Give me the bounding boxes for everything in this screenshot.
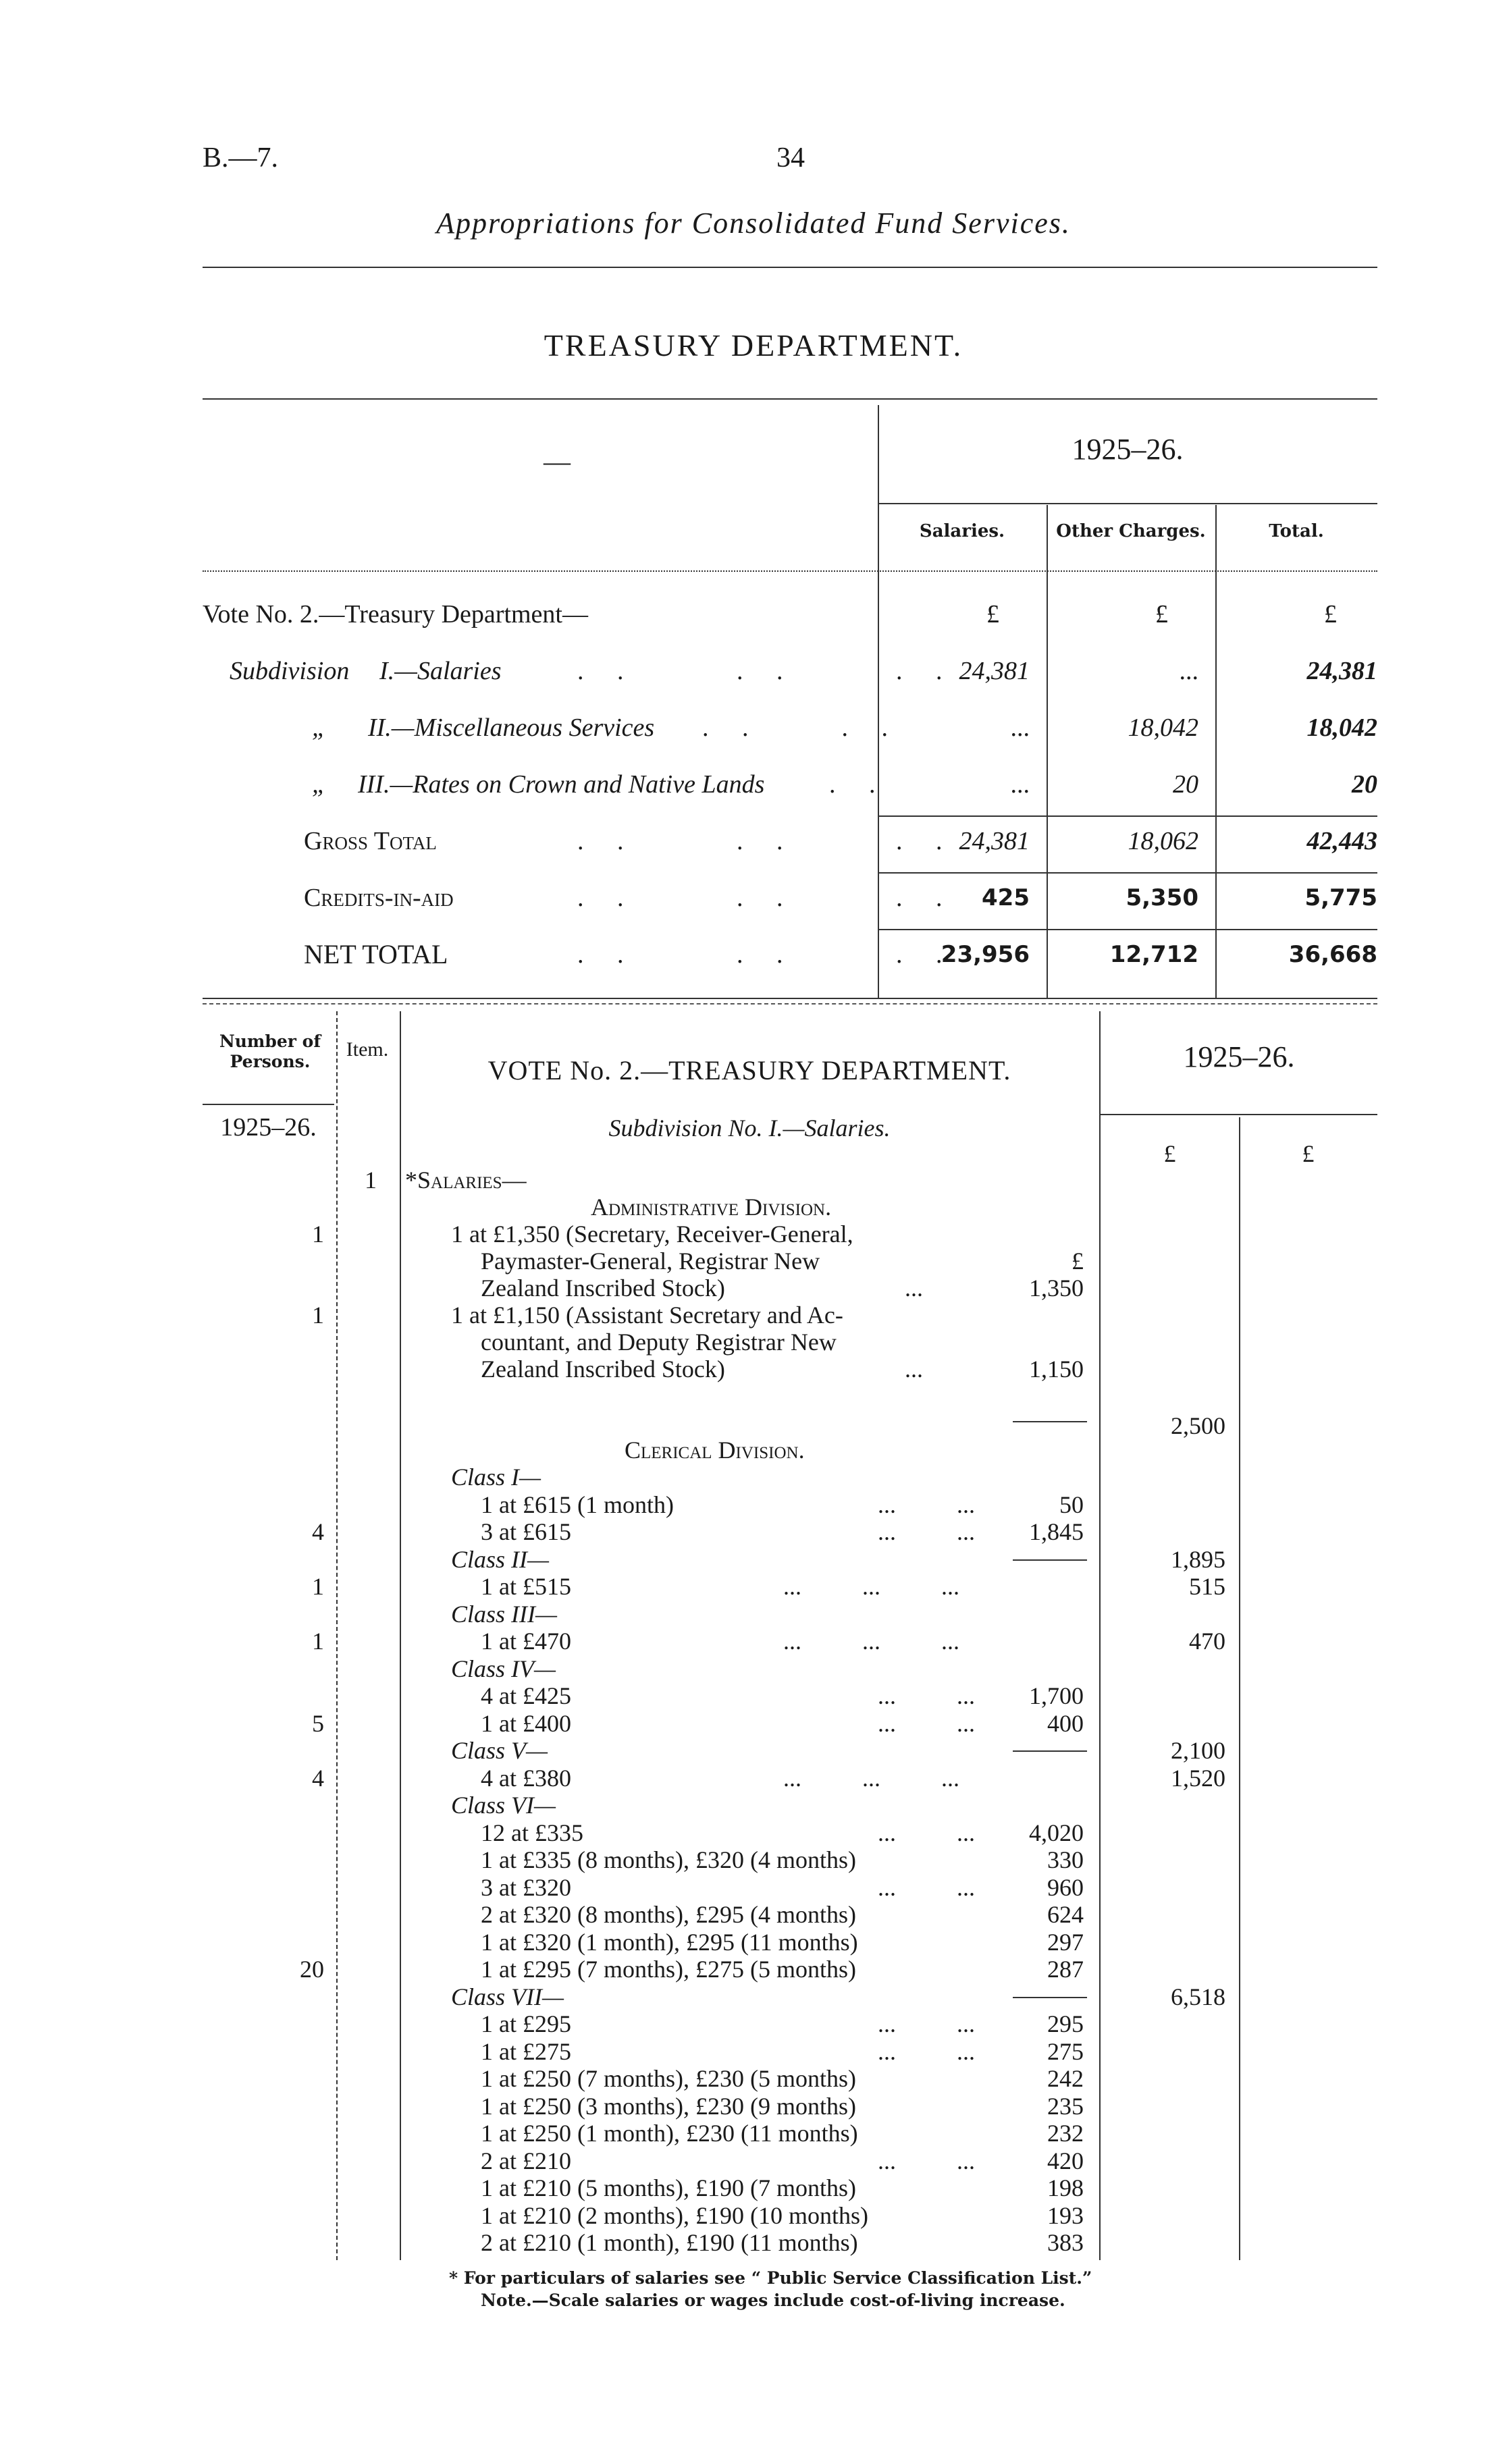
leader-dots: ... ... (878, 1873, 975, 1901)
subtotal-rule (1013, 1750, 1087, 1752)
leader-dots: ... (905, 1356, 923, 1383)
salary-description: 1 at £1,350 (Secretary, Receiver-General, (451, 1221, 853, 1248)
salary-line (0, 1221, 1507, 1248)
salary-description: Zealand Inscribed Stock) (481, 1275, 725, 1302)
class-heading: Class III— (451, 1600, 558, 1628)
amount-column-1: 383 (1047, 2229, 1084, 2256)
amount-column-1: 1,845 (1029, 1518, 1084, 1545)
year-header-rule (1101, 1114, 1377, 1115)
salary-description: 1 at £615 (1 month) (481, 1491, 674, 1518)
persons-header-rule (203, 1104, 334, 1105)
amount-column-1: 1,150 (1029, 1356, 1084, 1383)
vote-heading: VOTE No. 2.—TREASURY DEPARTMENT. (487, 1055, 1011, 1086)
summary-blank-label: — (544, 446, 571, 477)
salary-description: 3 at £320 (481, 1873, 571, 1901)
persons-year: 1925–26. (220, 1113, 317, 1142)
other-value: 20 (1173, 770, 1198, 799)
amount-column-1: 297 (1047, 1928, 1084, 1956)
amount-column-1: 295 (1047, 2010, 1084, 2037)
salary-line (0, 1302, 1507, 1329)
summary-row-gross-total (0, 813, 1507, 869)
vote-title: Vote No. 2.—Treasury Department— (203, 600, 588, 628)
amount-column-1: 624 (1047, 1901, 1084, 1928)
footnote-line-2: Note.—Scale salaries or wages include cost-of-living increase. (481, 2291, 1065, 2310)
persons-count: 1 (312, 1302, 324, 1329)
page-title: Appropriations for Consolidated Fund Services. (436, 207, 1071, 240)
class-heading: Class VI— (451, 1792, 556, 1819)
leader-dots: ... ... (878, 2147, 975, 2174)
other-value: 18,042 (1128, 714, 1198, 742)
amount-column-2: 470 (1189, 1628, 1225, 1655)
salary-line (0, 1491, 1507, 1518)
amount-column-1: 420 (1047, 2147, 1084, 2174)
salary-description: 1 at £250 (7 months), £230 (5 months) (481, 2065, 856, 2092)
salary-description: 4 at £425 (481, 1682, 571, 1709)
leader-dots: ... (905, 1275, 923, 1302)
salary-line (0, 2093, 1507, 2120)
salary-line (0, 2174, 1507, 2201)
persons-count: 1 (312, 1628, 324, 1655)
persons-count: 5 (312, 1709, 324, 1737)
salary-line (0, 1356, 1507, 1383)
salary-description: 1 at £1,150 (Assistant Secretary and Ac- (451, 1302, 843, 1329)
subtotal-rule (1013, 1997, 1087, 1998)
persons-count: 20 (300, 1956, 324, 1983)
class-heading-row (0, 1737, 1507, 1764)
salary-line (0, 1819, 1507, 1846)
gross-total: 42,443 (1306, 827, 1377, 855)
summary-year: 1925–26. (1072, 433, 1184, 466)
salary-line (0, 1573, 1507, 1600)
gross-other: 18,062 (1128, 827, 1198, 855)
leader-dots: . . . . (702, 714, 901, 742)
summary-row-subdivision-1 (0, 643, 1507, 699)
class-heading-row (0, 1464, 1507, 1491)
net-total-label: NET TOTAL (304, 939, 448, 969)
salary-line (0, 1682, 1507, 1709)
leader-dots: . . . . . . (577, 884, 956, 912)
summary-header-rule (203, 570, 1377, 572)
salary-description: 1 at £295 (7 months), £275 (5 months) (481, 1956, 856, 1983)
class-heading: Class II— (451, 1545, 550, 1573)
leader-dots: . . . . . . (577, 657, 956, 685)
salary-description: 1 at £275 (481, 2037, 571, 2065)
leader-dots: . . . . . . (577, 827, 956, 855)
subdivision-prefix: „ (312, 714, 327, 742)
amount-column-1: 330 (1047, 1846, 1084, 1873)
salary-line (0, 1248, 1507, 1275)
amount-column-1: 1,700 (1029, 1682, 1084, 1709)
summary-vote-row (0, 586, 1507, 643)
salary-line (0, 1901, 1507, 1928)
summary-bottom-rule-2 (203, 1003, 1377, 1005)
subdivision-label: III.—Rates on Crown and Native Lands (358, 770, 765, 799)
amount-column-2: 2,100 (1171, 1737, 1225, 1764)
persons-count: 4 (312, 1518, 324, 1545)
amount-column-1: 242 (1047, 2065, 1084, 2092)
salary-line (0, 2010, 1507, 2037)
summary-row-subdivision-2 (0, 699, 1507, 756)
leader-dots: ... ... ... (783, 1628, 959, 1655)
salary-description: 1 at £210 (2 months), £190 (10 months) (481, 2201, 868, 2229)
credits-total: 5,775 (1304, 884, 1377, 911)
amount-column-2: 1,520 (1171, 1764, 1225, 1792)
leader-dots: ... ... (878, 1518, 975, 1545)
detail-year: 1925–26. (1183, 1040, 1295, 1073)
currency-salaries: £ (986, 600, 999, 628)
class-heading-row (0, 1601, 1507, 1628)
gross-salaries: 24,381 (959, 827, 1030, 855)
subtotal-rule (1013, 1559, 1087, 1561)
summary-row-subdivision-3 (0, 756, 1507, 813)
salary-line (0, 1275, 1507, 1302)
salary-line (0, 1929, 1507, 1956)
summary-row-credits (0, 869, 1507, 926)
leader-dots: ... ... (878, 1819, 975, 1846)
summary-bottom-rule (203, 998, 1377, 999)
salary-line (0, 2120, 1507, 2147)
salary-line (0, 2202, 1507, 2229)
amount-column-1: 287 (1047, 1956, 1084, 1983)
salary-description: 2 at £210 (1 month), £190 (11 months) (481, 2229, 858, 2256)
gross-total-label: Gross Total (304, 827, 437, 855)
salary-line (0, 1628, 1507, 1655)
salary-description: 1 at £210 (5 months), £190 (7 months) (481, 2174, 856, 2201)
leader-dots: ... ... (878, 2010, 975, 2037)
salary-line (0, 2229, 1507, 2256)
salaries-value: ... (1010, 770, 1030, 799)
summary-row-net-total (0, 926, 1507, 983)
amount-column-1: £ (1072, 1248, 1084, 1275)
total-value: 24,381 (1306, 657, 1377, 685)
net-other: 12,712 (1109, 941, 1198, 968)
currency-col-2: £ (1302, 1140, 1315, 1167)
col-persons-header: Number of Persons. (219, 1032, 321, 1071)
title-rule (203, 267, 1377, 268)
currency-other: £ (1155, 600, 1168, 628)
credits-label: Credits-in-aid (304, 884, 454, 912)
salaries-value: 24,381 (959, 657, 1030, 685)
class-heading-row (0, 1546, 1507, 1573)
salary-line (0, 2147, 1507, 2174)
clerical-division-heading: Clerical Division. (625, 1437, 805, 1464)
subdivision-label: II.—Miscellaneous Services (368, 714, 655, 742)
class-heading: Class IV— (451, 1655, 556, 1682)
salary-description: 1 at £295 (481, 2010, 571, 2037)
salary-description: 1 at £250 (3 months), £230 (9 months) (481, 2092, 856, 2120)
salary-description: countant, and Deputy Registrar New (481, 1329, 837, 1356)
salary-line (0, 1518, 1507, 1545)
salary-description: 1 at £470 (481, 1628, 571, 1655)
amount-column-1: 960 (1047, 1873, 1084, 1901)
salary-line (0, 1874, 1507, 1901)
salary-description: 1 at £400 (481, 1709, 571, 1737)
amount-column-1: 198 (1047, 2174, 1084, 2201)
admin-total: 2,500 (1171, 1412, 1225, 1439)
total-value: 18,042 (1306, 714, 1377, 742)
leader-dots: ... ... (878, 1682, 975, 1709)
administrative-division-heading: Administrative Division. (591, 1194, 832, 1221)
salary-description: 4 at £380 (481, 1764, 571, 1792)
salary-line (0, 2038, 1507, 2065)
salary-line (0, 1765, 1507, 1792)
subdivision-prefix: Subdivision (230, 657, 350, 685)
amount-column-1: 4,020 (1029, 1819, 1084, 1846)
class-heading-row (0, 1792, 1507, 1819)
salary-line (0, 2065, 1507, 2092)
leader-dots: ... ... (878, 2037, 975, 2065)
net-salaries: 23,956 (941, 941, 1030, 968)
total-value: 20 (1352, 770, 1377, 799)
salary-description: 1 at £320 (1 month), £295 (11 months) (481, 1928, 858, 1956)
salary-line (0, 1710, 1507, 1737)
amount-column-1: 235 (1047, 2092, 1084, 2120)
salary-description: 3 at £615 (481, 1518, 571, 1545)
amount-column-2: 6,518 (1171, 1983, 1225, 2010)
leader-dots: ... ... (878, 1491, 975, 1518)
salary-line (0, 1329, 1507, 1356)
salary-description: 1 at £335 (8 months), £320 (4 months) (481, 1846, 856, 1873)
leader-dots: ... ... (878, 1709, 975, 1737)
summary-year-rule (878, 503, 1377, 504)
salary-description: 2 at £210 (481, 2147, 571, 2174)
currency-total: £ (1324, 600, 1337, 628)
subdivision-prefix: „ (312, 770, 327, 799)
leader-dots: ... ... ... (783, 1764, 959, 1792)
persons-count: 4 (312, 1764, 324, 1792)
salary-line (0, 1846, 1507, 1873)
class-heading-row (0, 1983, 1507, 2010)
salaries-heading: *Salaries— (405, 1167, 527, 1194)
amount-column-1: 1,350 (1029, 1275, 1084, 1302)
footnote-line-1: * For particulars of salaries see “ Public Service Classification List.” (449, 2268, 1092, 2288)
amount-column-2: 515 (1189, 1573, 1225, 1600)
class-heading-row (0, 1655, 1507, 1682)
amount-column-1: 50 (1059, 1491, 1084, 1518)
class-heading: Class I— (451, 1464, 541, 1491)
item-number: 1 (365, 1167, 377, 1194)
persons-count: 1 (312, 1573, 324, 1600)
subdivision-label: I.—Salaries (379, 657, 502, 685)
page-number: 34 (776, 142, 805, 173)
col-total-header: Total. (1269, 521, 1324, 541)
salary-description: 1 at £515 (481, 1573, 571, 1600)
document-reference: B.—7. (203, 142, 279, 173)
salary-description: 12 at £335 (481, 1819, 583, 1846)
col-salaries-header: Salaries. (919, 521, 1005, 541)
salary-description: Zealand Inscribed Stock) (481, 1356, 725, 1383)
persons-count: 1 (312, 1221, 324, 1248)
net-total: 36,668 (1288, 941, 1377, 968)
col-item-header: Item. (346, 1038, 389, 1061)
leader-dots: ... ... ... (783, 1573, 959, 1600)
admin-total-row (0, 1412, 1507, 1439)
summary-top-rule (203, 398, 1377, 400)
leader-dots: . . (829, 770, 889, 799)
salaries-value: ... (1010, 714, 1030, 742)
class-heading: Class V— (451, 1737, 548, 1764)
amount-column-1: 400 (1047, 1709, 1084, 1737)
department-heading: TREASURY DEPARTMENT. (544, 328, 963, 363)
credits-other: 5,350 (1126, 884, 1198, 911)
salary-description: 1 at £250 (1 month), £230 (11 months) (481, 2120, 858, 2147)
other-value: ... (1179, 657, 1198, 685)
leader-dots: . . . . . . (577, 940, 956, 969)
salary-description: 2 at £320 (8 months), £295 (4 months) (481, 1901, 856, 1928)
subdivision-heading: Subdivision No. I.—Salaries. (608, 1115, 891, 1142)
amount-column-1: 232 (1047, 2120, 1084, 2147)
class-heading: Class VII— (451, 1983, 564, 2010)
salary-line (0, 1956, 1507, 1983)
amount-column-1: 193 (1047, 2201, 1084, 2229)
credits-salaries: 425 (982, 884, 1030, 911)
salary-description: Paymaster-General, Registrar New (481, 1248, 820, 1275)
currency-col-1: £ (1163, 1140, 1176, 1167)
amount-column-1: 275 (1047, 2037, 1084, 2065)
col-other-charges-header: Other Charges. (1056, 521, 1206, 541)
amount-column-2: 1,895 (1171, 1545, 1225, 1573)
